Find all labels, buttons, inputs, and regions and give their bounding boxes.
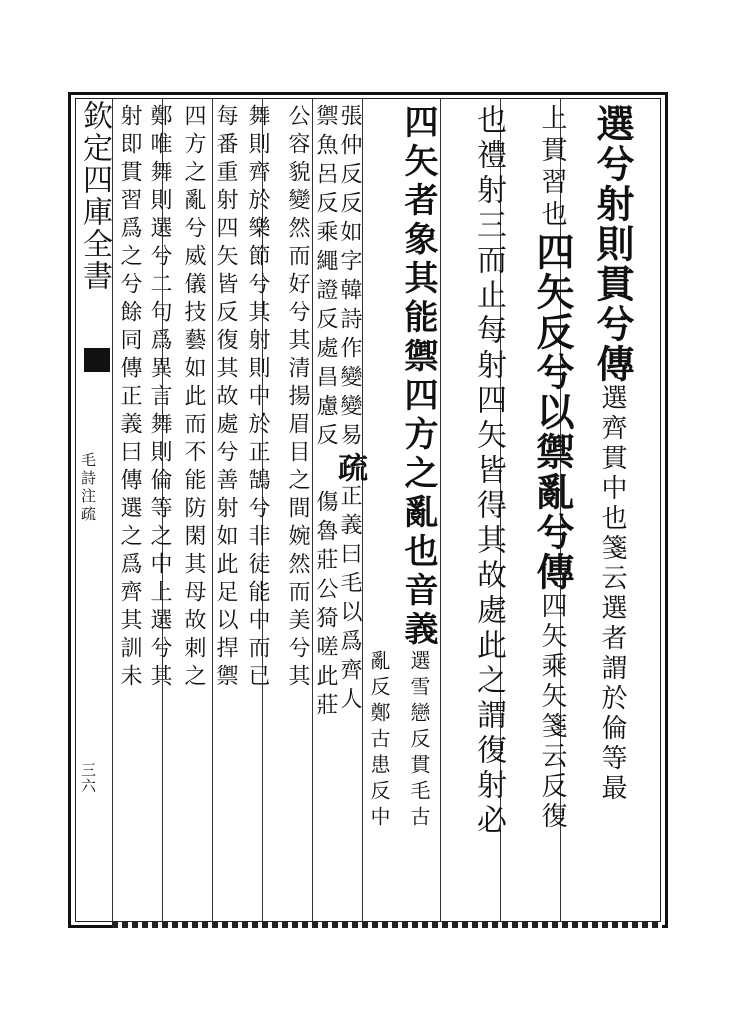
main-text: 選兮射則貫兮傳 [590,104,635,384]
commentary-text: 張仲反反如字韓詩作變變易 [337,104,362,452]
phonetic-note: 選雪戀反貫毛古 [407,650,431,832]
commentary-text: 四方之亂兮威儀技藝如此而不能防閑其母故刺之 [181,104,206,692]
text-column-11 [146,104,172,692]
commentary-text: 四矢乘矢箋云反復 [537,592,567,832]
commentary-text: 上貫習也 [537,104,567,232]
commentary-text: 傷魯莊公猗嗟此莊 [313,490,338,722]
text-column-5 [332,104,367,716]
text-column-10 [180,104,206,692]
commentary-text: 禦魚呂反乘繩證反處昌慮反 [313,104,338,452]
main-text: 四矢反兮以禦亂兮傳 [530,232,575,592]
text-column-8 [244,104,270,692]
text-column-1 [590,104,635,804]
text-column-9 [212,104,238,692]
main-text: 四矢者象其能禦四方之亂也音義 [398,104,438,650]
text-column-3 [468,104,508,839]
margin-page-number: 三六 [79,762,97,794]
text-column-6 [312,104,338,722]
commentary-text: 舞則齊於樂節兮其射則中於正鵠兮非徒能中而已 [245,104,270,692]
phonetic-note: 亂反鄭古患反中 [367,650,391,832]
text-column-2 [530,104,575,832]
text-column-4-note-left [368,650,390,832]
commentary-text: 正義曰毛以爲齊人 [337,484,362,716]
text-column-7 [284,104,310,692]
column-rule [440,98,441,922]
shu-marker: 疏 [332,452,367,484]
text-column-4 [398,104,438,650]
commentary-text: 射即貫習爲之兮餘同傳正義曰傳選之爲齊其訓未 [117,104,142,692]
margin-black-block [84,348,110,372]
text-column-4-note-right [408,650,430,832]
text-column-12 [116,104,142,692]
commentary-text: 公容貌變然而好兮其清揚眉目之間婉然而美兮其 [285,104,310,692]
commentary-text: 選齊貫中也箋云選者謂於倫等最 [597,384,627,804]
margin-source: 毛詩注疏 [79,452,97,524]
bottom-border-decoration [112,922,662,928]
column-rule [112,98,113,922]
commentary-text: 每番重射四矢皆反復其故處兮善射如此足以捍禦 [213,104,238,692]
commentary-text: 也禮射三而止每射四矢皆得其故處此之謂復射必 [471,104,506,839]
commentary-text: 鄭唯舞則選兮二句爲異言舞則倫等之中上選兮其 [147,104,172,692]
margin-title: 欽定四庫全書 [77,100,112,292]
column-rule [362,98,363,922]
